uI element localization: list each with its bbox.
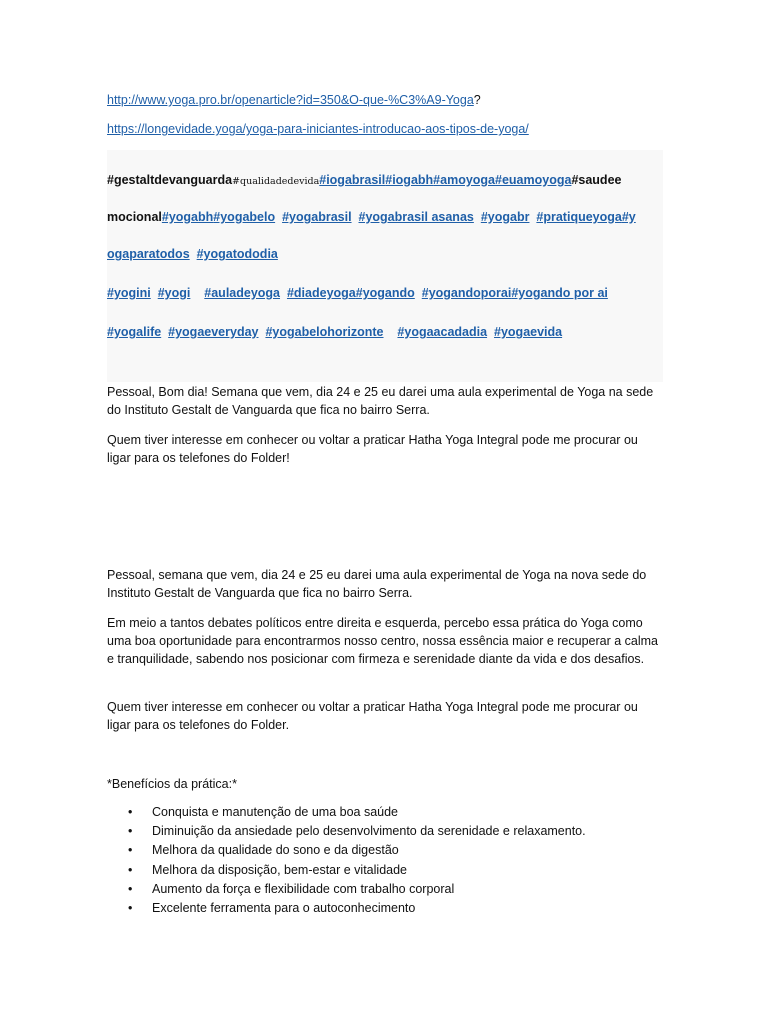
hashtag-link[interactable]: #yogabh bbox=[161, 210, 214, 224]
bullet-icon: • bbox=[128, 843, 133, 858]
bullet-icon: • bbox=[128, 824, 133, 839]
hashtag-link[interactable]: #yogando bbox=[355, 286, 415, 300]
benefit-item bbox=[107, 880, 663, 899]
hashtag-text: #qualidadedevida bbox=[232, 176, 320, 187]
hashtag-line-4 bbox=[107, 285, 608, 301]
benefits-list bbox=[107, 803, 663, 918]
hashtag-link[interactable]: #yogini bbox=[107, 286, 151, 300]
hashtag-text bbox=[190, 247, 197, 261]
hashtag-text bbox=[384, 325, 398, 339]
reference-link-1-line bbox=[107, 92, 529, 109]
hashtag-text bbox=[474, 210, 481, 224]
paragraph-4: Em meio a tantos debates políticos entre direita e esquerda, percebo essa prática do Yoga como uma boa oportunidade para encontrarmos nosso centro, nossa essência maior e recuperar a calma e tranquilidade, sabendo nos posicionar com firmeza e serenidade diante da vida e dos desafios. bbox=[107, 616, 659, 666]
hashtag-link[interactable]: #yogabrasil bbox=[282, 210, 352, 224]
benefit-text: Excelente ferramenta para o autoconhecimento bbox=[152, 901, 416, 916]
hashtag-text: mocional bbox=[107, 210, 162, 224]
hashtag-link[interactable]: #yogaacadadia bbox=[397, 325, 488, 339]
benefit-text: Melhora da qualidade do sono e da digestão bbox=[152, 843, 399, 858]
hashtag-link[interactable]: #yogandoporai bbox=[421, 286, 512, 300]
benefit-item bbox=[107, 861, 663, 880]
reference-link-1-suffix: ? bbox=[473, 93, 481, 107]
paragraph-5: Quem tiver interesse em conhecer ou voltar a praticar Hatha Yoga Integral pode me procurar ou ligar para os telefones do Folder. bbox=[107, 700, 638, 732]
benefit-item bbox=[107, 841, 663, 860]
paragraph-1: Pessoal, Bom dia! Semana que vem, dia 24 e 25 eu darei uma aula experimental de Yoga na sede do Instituto Gestalt de Vanguarda que fica no bairro Serra. bbox=[107, 385, 654, 417]
hashtag-link[interactable]: #auladeyoga bbox=[204, 286, 281, 300]
hashtag-link[interactable]: #yogabr bbox=[480, 210, 530, 224]
hashtag-link[interactable]: #yogaevida bbox=[494, 325, 563, 339]
hashtag-link[interactable]: #yogabelo bbox=[213, 210, 276, 224]
hashtag-line-5 bbox=[107, 324, 562, 340]
paragraph-3: Pessoal, semana que vem, dia 24 e 25 eu darei uma aula experimental de Yoga na nova sede do Instituto Gestalt de Vanguarda que fica no bairro Serra. bbox=[107, 568, 647, 600]
hashtag-text bbox=[151, 286, 158, 300]
benefit-text: Diminuição da ansiedade pelo desenvolvimento da serenidade e relaxamento. bbox=[152, 824, 586, 839]
hashtag-text bbox=[487, 325, 494, 339]
bullet-icon: • bbox=[128, 805, 133, 819]
hashtag-block bbox=[107, 150, 663, 382]
reference-links bbox=[107, 92, 529, 150]
benefit-item bbox=[107, 822, 663, 841]
reference-link-2-line bbox=[107, 121, 529, 138]
hashtag-link[interactable]: #yogi bbox=[157, 286, 191, 300]
hashtag-link[interactable]: #yogabelohorizonte bbox=[265, 325, 384, 339]
hashtag-link[interactable]: #diadeyoga bbox=[286, 286, 356, 300]
benefits-heading: *Benefícios da prática:* bbox=[107, 777, 237, 791]
hashtag-line-3 bbox=[107, 246, 278, 262]
hashtag-link[interactable]: #yogalife bbox=[107, 325, 162, 339]
hashtag-link[interactable]: ogaparatodos bbox=[107, 247, 190, 261]
reference-link-2[interactable]: https://longevidade.yoga/yoga-para-iniciantes-introducao-aos-tipos-de-yoga/ bbox=[107, 122, 529, 136]
hashtag-text bbox=[190, 286, 204, 300]
hashtag-text bbox=[280, 286, 287, 300]
hashtag-link[interactable]: #amoyoga bbox=[433, 173, 496, 187]
hashtag-text: #gestaltdevanguarda bbox=[107, 173, 233, 187]
benefit-item bbox=[107, 899, 663, 918]
hashtag-link[interactable]: #yogatododia bbox=[196, 247, 278, 261]
hashtag-text bbox=[352, 210, 359, 224]
hashtag-text: #saudee bbox=[571, 173, 622, 187]
hashtag-link[interactable]: #iogabh bbox=[385, 173, 434, 187]
hashtag-link[interactable]: #yogaeveryday bbox=[168, 325, 259, 339]
hashtag-link[interactable]: #yogabrasil asanas bbox=[358, 210, 474, 224]
hashtag-line-2 bbox=[107, 209, 636, 225]
bullet-icon: • bbox=[128, 901, 133, 916]
hashtag-line-1 bbox=[107, 172, 621, 190]
hashtag-link[interactable]: #y bbox=[621, 210, 636, 224]
hashtag-link[interactable]: #euamoyoga bbox=[495, 173, 572, 187]
benefit-text: Aumento da força e flexibilidade com trabalho corporal bbox=[152, 881, 455, 896]
bullet-icon: • bbox=[128, 881, 133, 896]
benefit-text: Conquista e manutenção de uma boa saúde bbox=[152, 805, 399, 819]
hashtag-text bbox=[415, 286, 422, 300]
hashtag-link[interactable]: #pratiqueyoga bbox=[536, 210, 622, 224]
reference-link-1[interactable]: http://www.yoga.pro.br/openarticle?id=350&O-que-%C3%A9-Yoga bbox=[107, 93, 474, 107]
hashtag-link[interactable]: #yogando por ai bbox=[511, 286, 608, 300]
paragraph-2: Quem tiver interesse em conhecer ou voltar a praticar Hatha Yoga Integral pode me procurar ou ligar para os telefones do Folder! bbox=[107, 433, 638, 465]
benefit-item bbox=[107, 803, 663, 822]
hashtag-link[interactable]: #iogabrasil bbox=[319, 173, 386, 187]
bullet-icon: • bbox=[128, 862, 133, 877]
benefit-text: Melhora da disposição, bem-estar e vitalidade bbox=[152, 862, 407, 877]
